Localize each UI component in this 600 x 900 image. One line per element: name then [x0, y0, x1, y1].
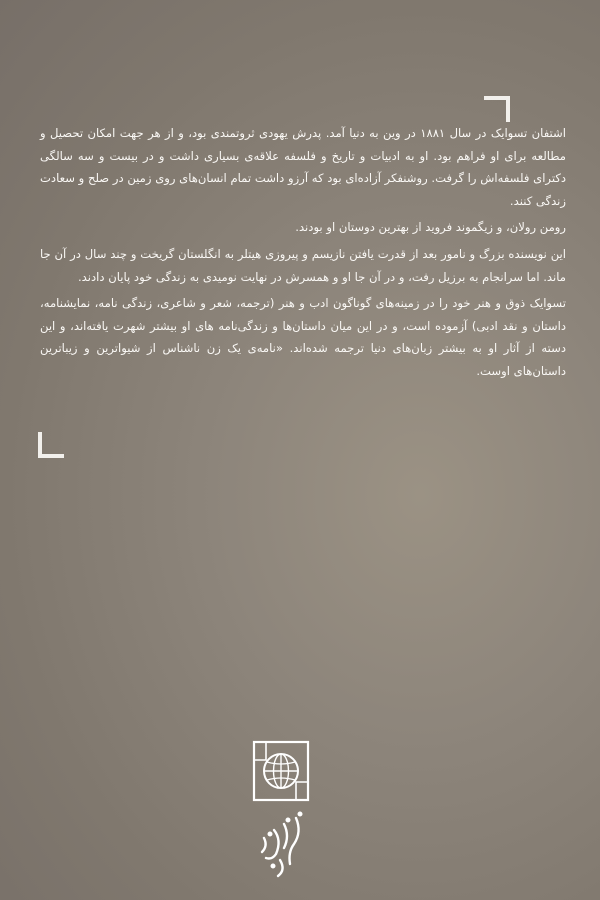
corner-bracket-bottom-left	[38, 432, 64, 458]
corner-bracket-top-right	[484, 96, 510, 122]
paragraph-friends: رومن رولان، و زیگموند فروید از بهترین دوستان او بودند.	[295, 220, 566, 235]
globe-in-book-icon	[250, 740, 312, 880]
paragraph-exile: این نویسنده بزرگ و نامور بعد از قدرت یافتن نازیسم و پیروزی هیتلر به انگلستان گریخت و چند سال در آن جا ماند. اما سرانجام به برزیل رفت، و در آن جا او و همسرش در نهایت نومیدی به زندگی خود پایان دادند.	[40, 246, 566, 284]
publisher-calligraphy	[262, 813, 301, 876]
publisher-logo	[250, 740, 312, 880]
paragraph-works: تسوایک ذوق و هنر خود را در زمینه‌های گوناگون ادب و هنر (ترجمه، شعر و شاعری، زندگی نامه، نمایشنامه، داستان و نقد ادبی) آزموده است، و در این میان داستان‌ها و زندگی‌نامه های او بیشتر شهرت یافته‌اند، و این دسته از آثار او به بیشتر زبان‌های دنیا ترجمه شده‌اند. «نامه‌ی یک زن ناشناس از شیواترین و زیباترین داستان‌های اوست.	[40, 296, 566, 378]
paragraph-biography: اشتفان تسوایک در سال ۱۸۸۱ در وین به دنیا آمد. پدرش یهودی ثروتمندی بود، و از هر جهت امکان تحصیل و مطالعه برای او فراهم بود. او به ادبیات و تاریخ و فلسفه علاقه‌ی بسیاری داشت و در بیست و سه سالگی دکترای فلسفه‌اش را گرفت. روشنفکر آزاده‌ای بود که آرزو داشت تمام انسان‌های روی زمین در صلح و سعادت زندگی کنند.	[40, 126, 566, 208]
back-cover-text	[40, 122, 566, 383]
